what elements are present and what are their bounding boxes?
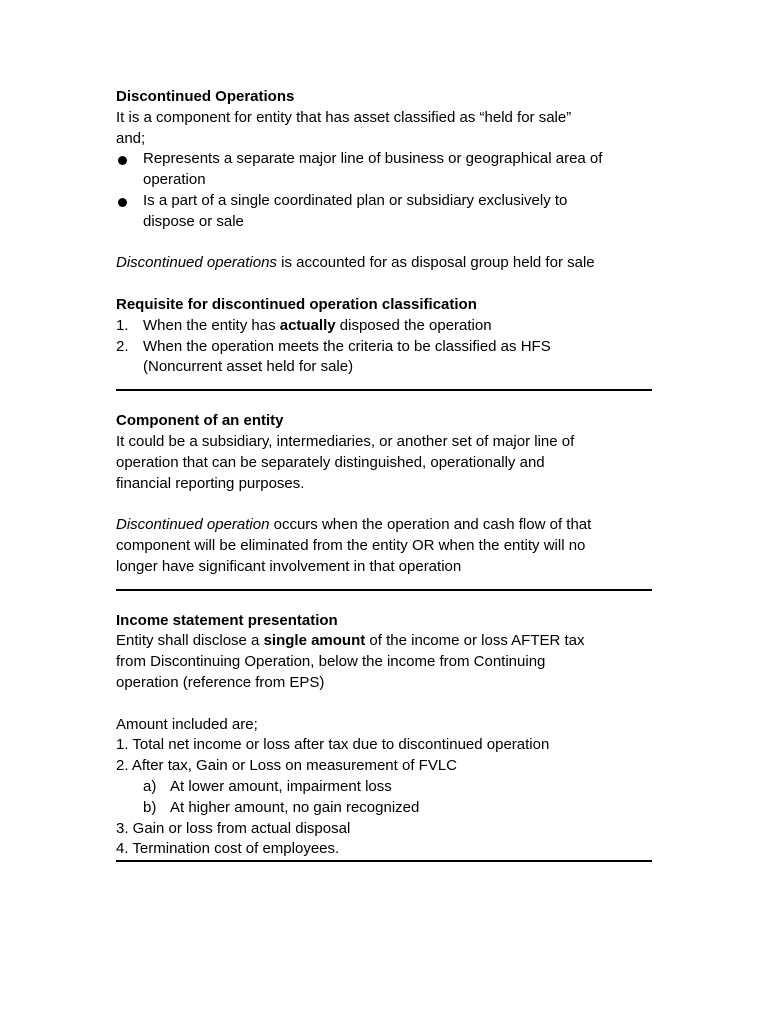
item-text: (Noncurrent asset held for sale) (143, 358, 354, 376)
list-item: 2. After tax, Gain or Loss on measurement of FVLC (116, 757, 457, 775)
paragraph-line: operation (reference from EPS) (116, 673, 325, 691)
bullet-text: Represents a separate major line of business or geographical area of (143, 150, 603, 168)
item-text: When the entity has (143, 316, 280, 334)
paragraph-line: from Discontinuing Operation, below the income from Continuing (116, 653, 546, 671)
heading-requisite: Requisite for discontinued operation classification (116, 295, 477, 313)
heading-discontinued-operations: Discontinued Operations (116, 88, 295, 105)
discontinued-note-italic: Discontinued operation (116, 516, 270, 534)
paragraph-line: It could be a subsidiary, intermediaries, or another set of major line of (116, 432, 575, 450)
intro-text-line: It is a component for entity that has asset classified as “held for sale” (116, 108, 572, 126)
numbered-item (116, 316, 652, 337)
sub-item-label: b) (143, 798, 157, 816)
spacer (116, 274, 652, 295)
bullet-text: dispose or sale (143, 212, 244, 230)
sub-list-item (116, 798, 652, 819)
heading-income-statement: Income statement presentation (116, 611, 338, 629)
bullet-dot-icon (118, 198, 127, 207)
paragraph-text: of the income or loss AFTER tax (365, 632, 585, 650)
bullet-dot-icon (118, 156, 127, 165)
discontinued-note (116, 515, 652, 536)
sub-item-label: a) (143, 777, 157, 795)
section-divider (116, 389, 652, 391)
item-number: 1. (116, 316, 129, 334)
list-item: 1. Total net income or loss after tax due to discontinued operation (116, 736, 550, 754)
heading-component-of-entity: Component of an entity (116, 412, 284, 430)
disposal-note (116, 253, 652, 274)
item-number: 2. (116, 337, 129, 355)
section-divider (116, 589, 652, 591)
sub-item-text: At lower amount, impairment loss (170, 777, 392, 795)
sub-item-text: At higher amount, no gain recognized (170, 798, 420, 816)
list-item: 3. Gain or loss from actual disposal (116, 819, 351, 837)
spacer (116, 233, 652, 254)
bullet-item (116, 191, 652, 233)
disposal-note-italic: Discontinued operations (116, 254, 277, 272)
numbered-item (116, 337, 652, 379)
item-text-bold: actually (279, 316, 336, 334)
sub-list-item (116, 777, 652, 798)
paragraph-text-bold: single amount (263, 632, 366, 650)
document-page (116, 87, 652, 862)
bullet-item (116, 149, 652, 191)
bullet-text: Is a part of a single coordinated plan or subsidiary exclusively to (143, 191, 568, 209)
paragraph-line: operation that can be separately distinguished, operationally and (116, 453, 545, 471)
paragraph-line: longer have significant involvement in that operation (116, 557, 462, 575)
paragraph-line: financial reporting purposes. (116, 474, 305, 492)
paragraph-line (116, 631, 652, 652)
item-text: When the operation meets the criteria to be classified as HFS (143, 337, 551, 355)
discontinued-note-text: occurs when the operation and cash flow of that (269, 516, 592, 534)
paragraph-text: Entity shall disclose a (116, 632, 264, 650)
item-text: disposed the operation (335, 316, 492, 334)
paragraph-line: component will be eliminated from the entity OR when the entity will no (116, 536, 586, 554)
section-divider (116, 860, 652, 862)
amount-intro: Amount included are; (116, 715, 258, 733)
disposal-note-text: is accounted for as disposal group held for sale (276, 254, 595, 272)
intro-text-line: and; (116, 129, 146, 147)
spacer (116, 694, 652, 715)
bullet-text: operation (143, 171, 206, 189)
list-item: 4. Termination cost of employees. (116, 840, 340, 858)
spacer (116, 494, 652, 515)
